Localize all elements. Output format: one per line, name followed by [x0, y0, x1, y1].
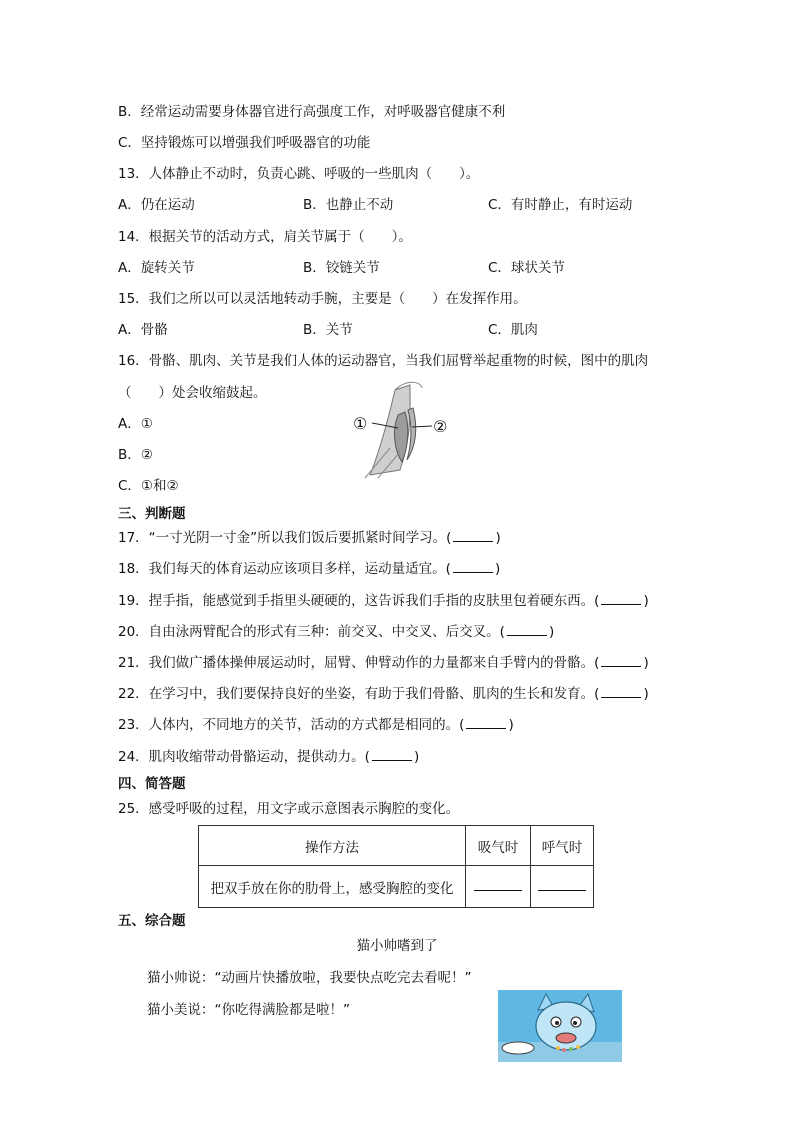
question-15: 15．我们之所以可以灵活地转动手腕，主要是（ ）在发挥作用。 — [118, 291, 527, 307]
option-q13-b: B．也静止不动 — [303, 197, 394, 213]
cat-cartoon-image — [498, 990, 622, 1062]
q18-close: ) — [494, 561, 501, 577]
question-16: 16．骨骼、肌肉、关节是我们人体的运动器官，当我们屈臂举起重物的时候，图中的肌肉 — [118, 353, 649, 369]
option-q14-c: C．球状关节 — [488, 260, 565, 276]
answer-blank[interactable] — [601, 654, 641, 667]
question-18 — [118, 560, 500, 578]
table-cell-method: 把双手放在你的肋骨上，感受胸腔的变化 — [199, 866, 466, 908]
answer-blank[interactable] — [372, 748, 412, 761]
option-q15-b: B．关节 — [303, 322, 353, 338]
option-q15-a: A．骨骼 — [118, 322, 168, 338]
story-line-1: 猫小帅说：“动画片快播放啦，我要快点吃完去看呢！” — [147, 970, 472, 986]
answer-blank[interactable] — [538, 878, 586, 891]
arm-muscle-figure — [350, 380, 460, 480]
q17-text: 17．“一寸光阴一寸金”所以我们饭后要抓紧时间学习。( — [118, 530, 452, 546]
section-5-heading: 五、综合题 — [118, 913, 186, 929]
q24-text: 24．肌肉收缩带动骨骼运动，提供动力。( — [118, 749, 370, 765]
breathing-table — [198, 825, 594, 908]
story-line-2: 猫小美说：“你吃得满脸都是啦！” — [147, 1002, 350, 1018]
question-24 — [118, 748, 419, 766]
question-14: 14．根据关节的活动方式，肩关节属于（ ）。 — [118, 229, 412, 245]
option-q16-b: B．② — [118, 447, 153, 463]
option-q12-c: C．坚持锻炼可以增强我们呼吸器官的功能 — [118, 135, 371, 151]
question-22 — [118, 685, 649, 703]
question-23 — [118, 716, 514, 734]
q21-text: 21．我们做广播体操伸展运动时，屈臂、伸臂动作的力量都来自手臂内的骨骼。( — [118, 655, 600, 671]
q22-text: 22．在学习中，我们要保持良好的坐姿，有助于我们骨骼、肌肉的生长和发育。( — [118, 686, 600, 702]
option-q15-c: C．肌肉 — [488, 322, 538, 338]
section-3-heading: 三、判断题 — [118, 506, 186, 522]
q22-close: ) — [643, 686, 649, 702]
table-cell-inhale[interactable] — [466, 866, 531, 908]
label-2: ② — [433, 417, 448, 436]
answer-blank[interactable] — [601, 592, 641, 605]
answer-blank[interactable] — [453, 529, 493, 542]
question-20 — [118, 623, 554, 641]
option-q14-b: B．铰链关节 — [303, 260, 380, 276]
q24-close: ) — [413, 749, 420, 765]
question-13: 13．人体静止不动时，负责心跳、呼吸的一些肌肉（ ）。 — [118, 166, 480, 182]
answer-blank[interactable] — [466, 716, 506, 729]
question-25: 25．感受呼吸的过程，用文字或示意图表示胸腔的变化。 — [118, 801, 460, 817]
option-q16-c: C．①和② — [118, 478, 179, 494]
q20-text: 20．自由泳两臂配合的形式有三种：前交叉、中交叉、后交叉。( — [118, 624, 505, 640]
answer-blank[interactable] — [601, 685, 641, 698]
option-q13-a: A．仍在运动 — [118, 197, 195, 213]
q21-close: ) — [643, 655, 649, 671]
table-header-method: 操作方法 — [199, 826, 466, 866]
question-21 — [118, 654, 649, 672]
q18-text: 18．我们每天的体育运动应该项目多样，运动量适宜。( — [118, 561, 451, 577]
question-17 — [118, 529, 501, 547]
table-cell-exhale[interactable] — [531, 866, 594, 908]
table-header-exhale: 呼气时 — [531, 826, 594, 866]
option-q13-c: C．有时静止，有时运动 — [488, 197, 633, 213]
question-19 — [118, 592, 649, 610]
answer-blank[interactable] — [507, 623, 547, 636]
table-header-inhale: 吸气时 — [466, 826, 531, 866]
option-q14-a: A．旋转关节 — [118, 260, 195, 276]
section-4-heading: 四、简答题 — [118, 776, 186, 792]
answer-blank[interactable] — [474, 878, 522, 891]
question-16-cont: （ ）处会收缩鼓起。 — [118, 385, 267, 401]
q23-text: 23．人体内，不同地方的关节，活动的方式都是相同的。( — [118, 717, 465, 733]
q23-close: ) — [508, 717, 514, 733]
option-q12-b: B．经常运动需要身体器官进行高强度工作，对呼吸器官健康不利 — [118, 104, 506, 120]
label-1: ① — [353, 414, 368, 433]
q17-close: ) — [495, 530, 501, 546]
story-title: 猫小帅嗜到了 — [356, 938, 438, 954]
q19-text: 19．捏手指，能感觉到手指里头硬硬的，这告诉我们手指的皮肤里包着硬东西。( — [118, 593, 600, 609]
option-q16-a: A．① — [118, 416, 153, 432]
answer-blank[interactable] — [453, 560, 493, 573]
q20-close: ) — [548, 624, 555, 640]
q19-close: ) — [643, 593, 649, 609]
